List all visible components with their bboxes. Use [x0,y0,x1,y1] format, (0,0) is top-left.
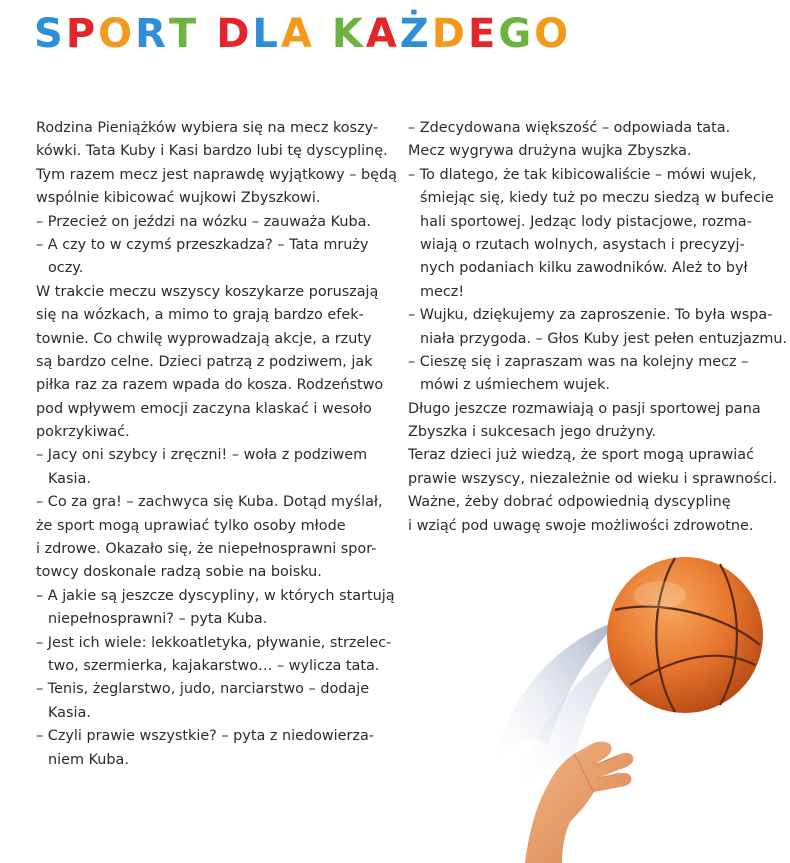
title-letter: K [331,11,366,57]
title-letter: L [252,11,281,57]
story-line: wspólnie kibicować wujkowi Zbyszkowi. [36,190,321,207]
title-letter: G [498,11,535,57]
story-line: śmiejąc się, kiedy tuż po meczu siedzą w bufecie [420,190,774,207]
story-line: oczy. [48,260,84,277]
title-letter: D [431,11,468,57]
story-line: – A czy to w czymś przeszkadza? – Tata mruży [36,236,369,253]
story-line: Długo jeszcze rozmawiają o pasji sportowej pana [408,400,761,417]
story-line: prawie wszyscy, niezależnie od wieku i sprawności. [408,470,778,487]
story-line: niepełnosprawni? – pyta Kuba. [48,611,268,628]
story-line: – Wujku, dziękujemy za zaproszenie. To była wspa- [408,307,773,324]
story-line: – Jest ich wiele: lekkoatletyka, pływanie, strzelec- [36,634,392,651]
basketball-illustration [470,540,790,863]
story-line: Kasia. [48,470,91,487]
story-line: – To dlatego, że tak kibicowaliście – mówi wujek, [408,166,757,183]
story-line: townie. Co chwilę wyprowadzają akcje, a rzuty [36,330,372,347]
story-line: – Zdecydowana większość – odpowiada tata. [408,120,731,136]
title-letter: A [280,11,315,57]
story-column-left [36,117,397,772]
story-line: są bardzo celne. Dzieci patrzą z podziwem, jak [36,353,373,370]
title-letter: A [365,11,400,57]
story-line: – Przecież on jeździ na wózku – zauważa Kuba. [36,213,371,230]
title-letter: T [168,11,200,57]
title-letter: E [468,11,499,57]
story-line: wiają o rzutach wolnych, asystach i precyzyj- [420,236,745,253]
story-line: piłka raz za razem wpada do kosza. Rodzeństwo [36,377,384,394]
title-letter: O [534,11,572,57]
story-line: się na wózkach, a mimo to grają bardzo efek- [36,307,364,324]
story-line: Mecz wygrywa drużyna wujka Zbyszka. [408,143,692,160]
story-line: kówki. Tata Kuby i Kasi bardzo lubi tę dyscyplinę. [36,143,388,160]
title-letter [315,10,332,58]
title-letter: D [216,11,253,57]
story-line: Zbyszka i sukcesach jego drużyny. [408,424,657,441]
story-line: pokrzykiwać. [36,424,130,441]
story-line: nych podaniach kilku zawodników. Ależ to był [420,260,748,277]
title-letter: R [135,11,169,57]
page-title [34,10,571,58]
story-line: Ważne, żeby dobrać odpowiednią dyscyplinę [408,494,731,511]
story-line: Teraz dzieci już wiedzą, że sport mogą uprawiać [408,447,754,464]
story-line: Rodzina Pieniążków wybiera się na mecz koszy- [36,120,379,136]
story-line: i zdrowe. Okazało się, że niepełnosprawni spor- [36,541,377,558]
basketball-icon [607,557,763,713]
story-line: – Czyli prawie wszystkie? – pyta z niedowierza- [36,728,374,745]
story-line: mecz! [420,283,465,300]
story-line: – Co za gra! – zachwyca się Kuba. Dotąd myślał, [36,494,383,511]
story-line: i wziąć pod uwagę swoje możliwości zdrowotne. [408,517,754,534]
story-line: two, szermierka, kajakarstwo… – wylicza tata. [48,657,380,674]
story-line: Kasia. [48,704,91,721]
story-line: hali sportowej. Jedząc lody pistacjowe, rozma- [420,213,752,230]
title-letter: P [65,11,99,57]
story-line: towcy doskonale radzą sobie na boisku. [36,564,322,581]
story-line: Tym razem mecz jest naprawdę wyjątkowy – będą [36,166,397,183]
story-line: że sport mogą uprawiać tylko osoby młode [36,517,346,534]
story-line: – Tenis, żeglarstwo, judo, narciarstwo – dodaje [36,681,370,698]
story-line: W trakcie meczu wszyscy koszykarze poruszają [36,283,379,300]
title-letter: Ż [399,11,432,57]
story-line: pod wpływem emocji zaczyna klaskać i wesoło [36,400,372,417]
story-line: – Cieszę się i zapraszam was na kolejny mecz – [408,353,749,370]
title-letter [199,10,216,58]
story-line: niem Kuba. [48,751,129,768]
story-column-right [408,117,788,538]
title-letter: S [34,11,66,57]
title-letter: O [98,11,136,57]
story-line: mówi z uśmiechem wujek. [420,377,610,394]
story-line: – A jakie są jeszcze dyscypliny, w których startują [36,587,395,604]
story-line: niała przygoda. – Głos Kuby jest pełen entuzjazmu. [420,330,788,347]
story-line: – Jacy oni szybcy i zręczni! – woła z podziwem [36,447,368,464]
